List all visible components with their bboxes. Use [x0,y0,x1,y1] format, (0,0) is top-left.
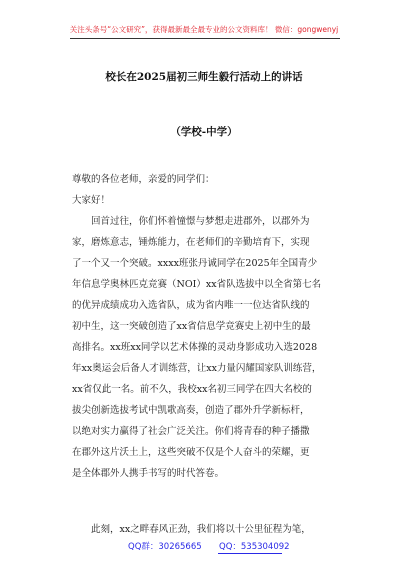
footer-underline [218,553,282,554]
paragraph-line: 是全体郡外人携手书写的时代答卷。 [72,468,225,479]
paragraph-line: xx省仅此一名。前不久，我校xx名初三同学在四大名校的 [72,384,312,395]
paragraph-2 [72,519,334,540]
paragraph-line: 家，磨炼意志，锤炼能力，在老师们的辛勤培育下，实现 [72,237,310,248]
footer-qq-contact: QQ：535304092 [219,542,290,552]
paragraph-1 [72,211,334,484]
salutation-line: 尊敬的各位老师，亲爱的同学们： [72,174,215,185]
paragraph-line: 年信息学奥林匹克竞赛（NOI）xx省队选拔中以全省第七名 [72,279,322,290]
footer [0,540,408,554]
paragraph-line: 此刻，xx之畔春风正劲，我们将以十公里征程为笔， [91,524,311,535]
paragraph-line: 在郡外这片沃土上，这些突破不仅是个人奋斗的荣耀，更 [72,447,310,458]
document-subtitle: （学校-中学） [170,126,238,138]
document-title: 校长在2025届初三师生毅行活动上的讲话 [105,71,303,83]
footer-qq-group: QQ群：30265665 [128,542,202,552]
paragraph-line: 回首过往，你们怀着憧憬与梦想走进郡外，以郡外为 [91,216,310,227]
paragraph-line: 高排名。xx班xx同学以艺术体操的灵动身影成功入选2028 [72,342,318,353]
header-note: 关注头条号“公文研究”，获得最新最全最专业的公文资料库！ 微信：gongwenyj [69,25,339,34]
greeting-line: 大家好！ [72,195,111,206]
header-divider [70,38,340,39]
paragraph-line: 了一个又一个突破。xxxx班张丹诚同学在2025年全国青少 [72,258,318,269]
paragraph-line: 的优异成绩成功入选省队，成为省内唯一一位达省队线的 [72,300,310,311]
paragraph-line: 拔尖创新选拔考试中凯歌高奏，创造了郡外升学新标杆， [72,405,310,416]
paragraph-line: 年xx奥运会后备人才训练营，让xx力量闪耀国家队训练营， [72,363,322,374]
paragraph-line: 初中生，这一突破创造了xx省信息学竞赛史上初中生的最 [72,321,311,332]
paragraph-line: 以绝对实力赢得了社会广泛关注。你们将青春的种子播撒 [72,426,310,437]
